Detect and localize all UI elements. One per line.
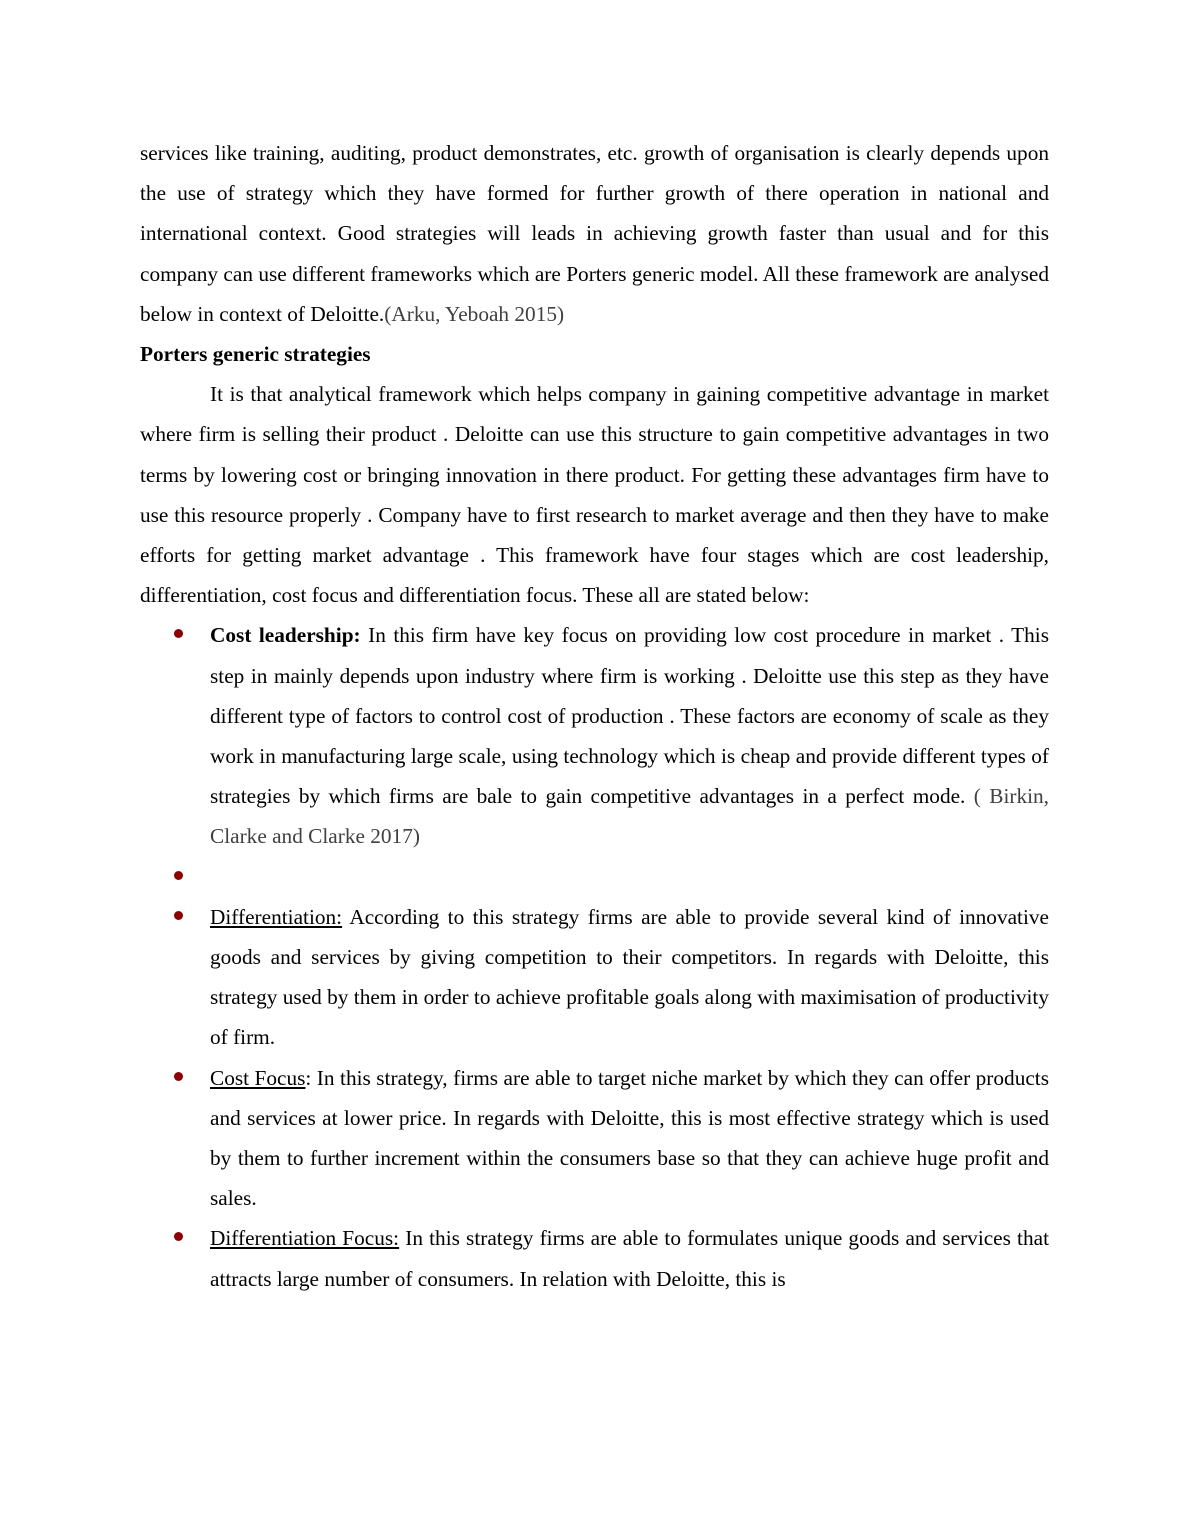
intro-paragraph bbox=[140, 133, 1049, 334]
bullet-term-cost-leadership: Cost leadership: bbox=[210, 623, 361, 648]
bullet-term-differentiation: Differentiation: bbox=[210, 904, 343, 929]
strategy-bullet-list bbox=[140, 615, 1049, 1298]
bullet-term-cost-focus: Cost Focus bbox=[210, 1065, 306, 1090]
bullet-term-differentiation-focus: Differentiation Focus: bbox=[210, 1226, 400, 1251]
bullet-dot-icon bbox=[174, 1232, 183, 1241]
bullet-text-cost-leadership: In this firm have key focus on providing low cost procedure in market . This step in mainly depends upon industry where firm is working . Deloitte use this step as they have different type of factors to control cost of production . These factors are economy of scale as they work in manufacturing large scale, using technology which is cheap and provide different types of strategies by which firms are bale to gain competitive advantages in a perfect mode. bbox=[210, 623, 1049, 809]
bullet-dot-icon bbox=[174, 629, 183, 638]
bullet-text-cost-focus: : In this strategy, firms are able to target niche market by which they can offer products and services at lower price. In regards with Deloitte, this is most effective strategy which is used by them to further increment within the consumers base so that they can achieve huge profit and sales. bbox=[210, 1065, 1050, 1211]
bullet-item-cost-leadership bbox=[140, 615, 1049, 856]
intro-paragraph-text: services like training, auditing, product demonstrates, etc. growth of organisation is clearly depends upon the use of strategy which they have formed for further growth of there operation in national and international context. Good strategies will leads in achieving growth faster than usual and for this company can use different frameworks which are Porters generic model. All these framework are analysed below in context of Deloitte. bbox=[140, 141, 1049, 326]
bullet-dot-icon bbox=[174, 911, 183, 920]
bullet-item-empty bbox=[140, 857, 1049, 897]
bullet-text-differentiation: According to this strategy firms are able to provide several kind of innovative goods and services by giving competition to their competitors. In regards with Deloitte, this strategy used by them in order to achieve profitable goals along with maximisation of productivity of firm. bbox=[210, 904, 1049, 1050]
bullet-dot-icon bbox=[174, 1072, 183, 1081]
bullet-item-differentiation-focus bbox=[140, 1218, 1049, 1298]
bullet-item-cost-focus bbox=[140, 1058, 1049, 1219]
section-heading: Porters generic strategies bbox=[140, 342, 371, 367]
document-page bbox=[140, 133, 1049, 1299]
bullet-citation-cost-leadership: ( Birkin, Clarke and Clarke 2017) bbox=[210, 784, 1049, 849]
bullet-text-differentiation-focus: In this strategy firms are able to formulates unique goods and services that attracts large number of consumers. In relation with Deloitte, this is bbox=[210, 1226, 1049, 1291]
bullet-item-differentiation bbox=[140, 897, 1049, 1058]
intro-citation: (Arku, Yeboah 2015) bbox=[384, 301, 565, 326]
bullet-dot-icon bbox=[174, 871, 183, 880]
section-paragraph: It is that analytical framework which helps company in gaining competitive advantage in market where firm is selling their product . Deloitte can use this structure to gain competitive advantages in two terms by lowering cost or bringing innovation in there product. For getting these advantages firm have to use this resource properly . Company have to first research to market average and then they have to make efforts for getting market advantage . This framework have four stages which are cost leadership, differentiation, cost focus and differentiation focus. These all are stated below: bbox=[140, 382, 1049, 608]
